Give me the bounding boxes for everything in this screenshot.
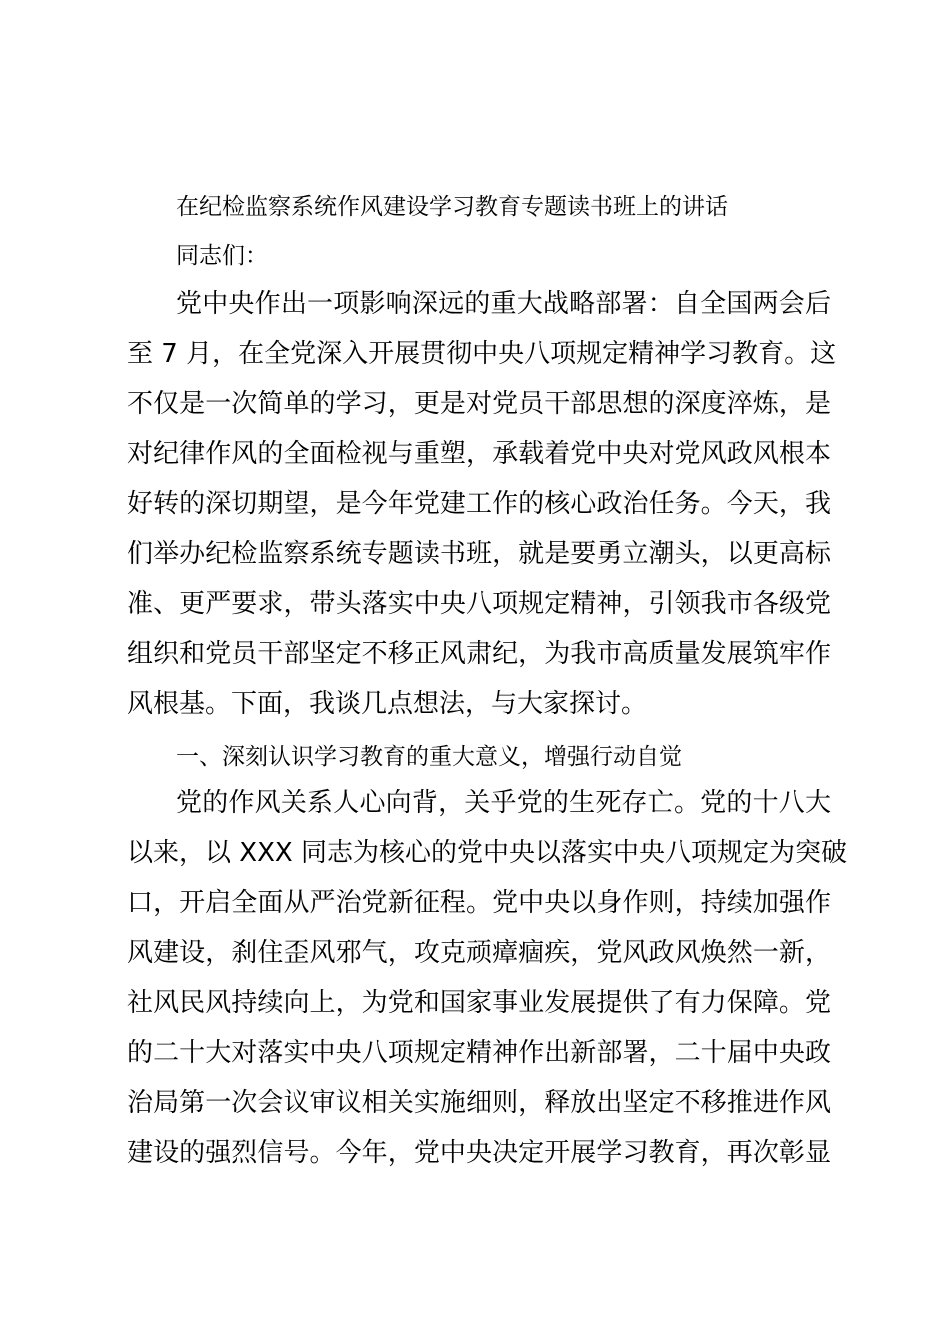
paragraph-2-line: 口，开启全面从严治党新征程。党中央以身作则，持续加强作: [127, 888, 831, 918]
document-title: 在纪检监察系统作风建设学习教育专题读书班上的讲话: [176, 194, 728, 220]
paragraph-1-line: 党中央作出一项影响深远的重大战略部署：自全国两会后: [176, 289, 831, 319]
paragraph-1-line: 对纪律作风的全面检视与重塑，承载着党中央对党风政风根本: [127, 439, 831, 469]
paragraph-2-line: 风建设，刹住歪风邪气，攻克顽瘴痼疾，党风政风焕然一新，: [127, 938, 831, 968]
paragraph-2-line: 建设的强烈信号。今年，党中央决定开展学习教育，再次彰显: [127, 1138, 831, 1168]
paragraph-1-line: 风根基。下面，我谈几点想法，与大家探讨。: [127, 689, 648, 719]
paragraph-2-line: 的二十大对落实中央八项规定精神作出新部署，二十届中央政: [127, 1038, 831, 1068]
paragraph-1-line: 至 7 月，在全党深入开展贯彻中央八项规定精神学习教育。这: [127, 339, 837, 369]
section-1-heading: 一、深刻认识学习教育的重大意义，增强行动自觉: [176, 744, 682, 770]
salutation: 同志们：: [176, 243, 268, 269]
paragraph-1-line: 不仅是一次简单的学习，更是对党员干部思想的深度淬炼，是: [127, 389, 831, 419]
paragraph-2-line: 党的作风关系人心向背，关乎党的生死存亡。党的十八大: [176, 788, 831, 818]
paragraph-1-line: 好转的深切期望，是今年党建工作的核心政治任务。今天，我: [127, 489, 831, 519]
paragraph-1-line: 组织和党员干部坚定不移正风肃纪，为我市高质量发展筑牢作: [127, 639, 831, 669]
paragraph-2-line: 治局第一次会议审议相关实施细则，释放出坚定不移推进作风: [127, 1088, 831, 1118]
paragraph-1-line: 准、更严要求，带头落实中央八项规定精神，引领我市各级党: [127, 589, 831, 619]
paragraph-1-line: 们举办纪检监察系统专题读书班，就是要勇立潮头，以更高标: [127, 539, 831, 569]
paragraph-2-line: 以来，以 XXX 同志为核心的党中央以落实中央八项规定为突破: [127, 838, 847, 868]
paragraph-2-line: 社风民风持续向上，为党和国家事业发展提供了有力保障。党: [127, 988, 831, 1018]
